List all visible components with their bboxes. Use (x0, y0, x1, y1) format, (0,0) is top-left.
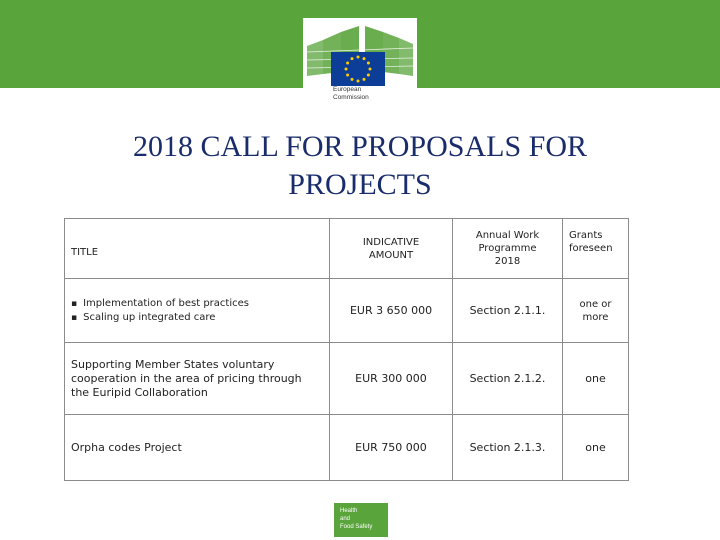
table-row (65, 343, 629, 415)
table-row (65, 279, 629, 343)
row-amount: EUR 3 650 000 (330, 279, 453, 343)
row-title: Supporting Member States voluntary cooperation in the area of pricing through the Euripid Collaboration (65, 343, 330, 415)
table-row (65, 415, 629, 481)
row-title: Orpha codes Project (65, 415, 330, 481)
header-programme: Annual Work Programme 2018 (453, 219, 563, 279)
row-section: Section 2.1.3. (453, 415, 563, 481)
header-title: TITLE (65, 219, 330, 279)
row-amount: EUR 750 000 (330, 415, 453, 481)
list-item: ▪ Scaling up integrated care (71, 311, 323, 325)
proposals-table (64, 218, 629, 481)
list-item: ▪ Implementation of best practices (71, 297, 323, 311)
header-grants: Grants foreseen (563, 219, 629, 279)
bullet-list (71, 297, 323, 325)
row-grants: one (563, 415, 629, 481)
health-food-safety-logo (334, 503, 388, 537)
row-title (65, 279, 330, 343)
page-title: 2018 CALL FOR PROPOSALS FOR PROJECTS (133, 130, 587, 201)
table-header-row (65, 219, 629, 279)
footer-logo-text: Health and Food Safety (340, 508, 373, 530)
header-amount: INDICATIVE AMOUNT (330, 219, 453, 279)
row-section: Section 2.1.1. (453, 279, 563, 343)
row-grants: one or more (563, 279, 629, 343)
european-commission-logo (303, 18, 417, 108)
row-section: Section 2.1.2. (453, 343, 563, 415)
row-grants: one (563, 343, 629, 415)
row-amount: EUR 300 000 (330, 343, 453, 415)
logo-text: European Commission (333, 86, 369, 101)
